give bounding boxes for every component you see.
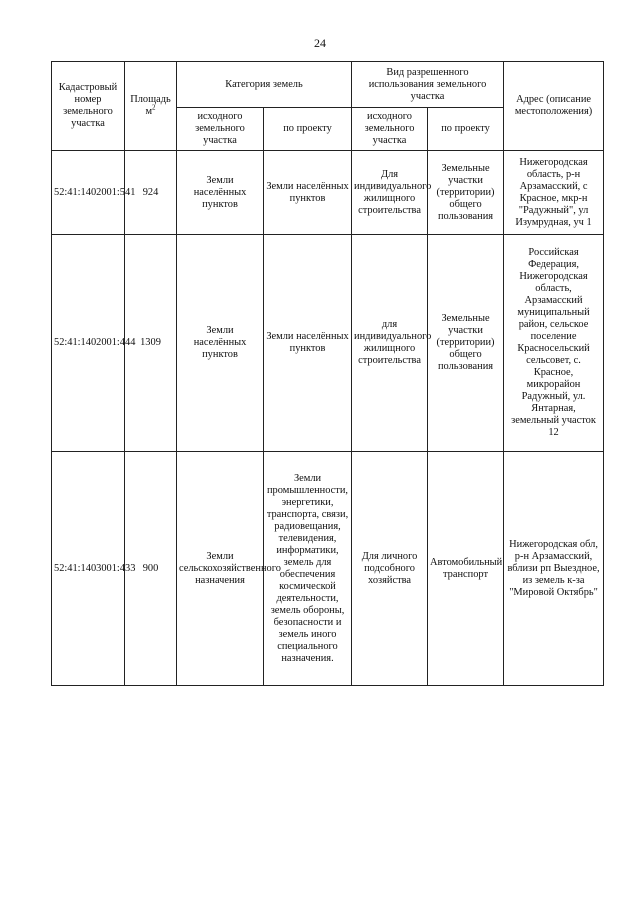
cell-use-original: Для индивидуального жилищного строительства xyxy=(352,151,428,235)
header-cadastral: Кадастровый номер земельного участка xyxy=(52,62,125,151)
cell-category-original: Земли населённых пунктов xyxy=(177,235,264,452)
header-address: Адрес (описание местоположения) xyxy=(504,62,604,151)
cell-category-original: Земли сельскохозяйственного назначения xyxy=(177,452,264,686)
header-use: Вид разрешенного использования земельного участка xyxy=(352,62,504,108)
cell-cadastral: 52:41:1402001:444 xyxy=(52,235,125,452)
cell-address: Нижегородская область, р-н Арзамасский, с Красное, мкр-н "Радужный", ул Изумрудная, уч 1 xyxy=(504,151,604,235)
header-category-project: по проекту xyxy=(264,108,352,151)
cell-address: Нижегородская обл, р-н Арзамасский, вблизи рп Выездное, из земель к-за "Мировой Октябрь" xyxy=(504,452,604,686)
land-plots-table xyxy=(51,61,604,686)
cell-category-project: Земли населённых пунктов xyxy=(264,151,352,235)
cell-cadastral: 52:41:1403001:433 xyxy=(52,452,125,686)
cell-use-project: Земельные участки (территории) общего пользования xyxy=(428,151,504,235)
table-row xyxy=(52,151,604,235)
header-use-original: исходного земельного участка xyxy=(352,108,428,151)
header-area-unit: м xyxy=(145,106,153,117)
cell-area: 924 xyxy=(125,151,177,235)
header-use-project: по проекту xyxy=(428,108,504,151)
cell-area: 900 xyxy=(125,452,177,686)
cell-category-project: Земли промышленности, энергетики, транспорта, связи, радиовещания, телевидения, информатики, земель для обеспечения космической деятельности, земель обороны, безопасности и земель иного специального назначения. xyxy=(264,452,352,686)
header-category-original: исходного земельного участка xyxy=(177,108,264,151)
cell-category-project: Земли населённых пунктов xyxy=(264,235,352,452)
header-area xyxy=(125,62,177,151)
cell-use-project: Земельные участки (территории) общего пользования xyxy=(428,235,504,452)
table-row xyxy=(52,452,604,686)
cell-cadastral: 52:41:1402001:541 xyxy=(52,151,125,235)
cell-use-project: Автомобильный транспорт xyxy=(428,452,504,686)
cell-use-original: для индивидуального жилищного строительства xyxy=(352,235,428,452)
header-area-label: Площадь xyxy=(130,94,171,105)
table-row xyxy=(52,235,604,452)
header-area-unit-exponent: 2 xyxy=(152,103,156,112)
cell-address: Российская Федерация, Нижегородская область, Арзамасский муниципальный район, сельское поселение Красносельский сельсовет, с. Красное, микрорайон Радужный, ул. Янтарная, земельный участок 12 xyxy=(504,235,604,452)
cell-use-original: Для личного подсобного хозяйства xyxy=(352,452,428,686)
page-number: 24 xyxy=(314,36,326,50)
cell-category-original: Земли населённых пунктов xyxy=(177,151,264,235)
cell-area: 1309 xyxy=(125,235,177,452)
header-category: Категория земель xyxy=(177,62,352,108)
